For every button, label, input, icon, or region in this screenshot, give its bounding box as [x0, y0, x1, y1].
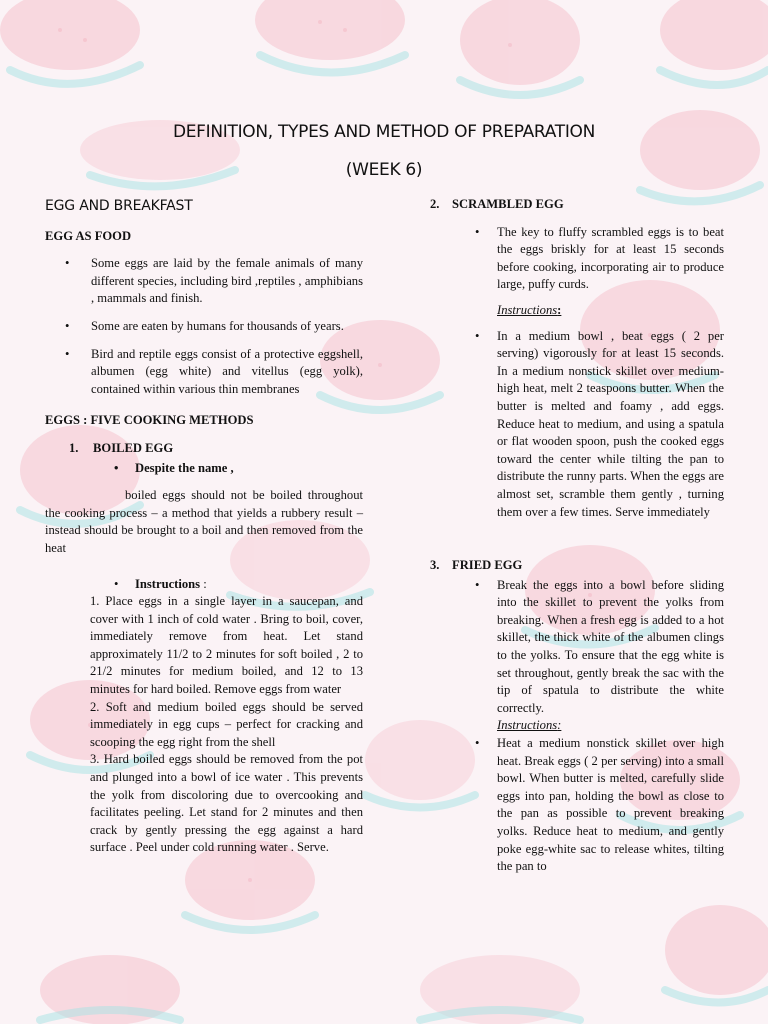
bullet-icon: • — [65, 256, 70, 271]
bullet-icon: • — [114, 576, 119, 591]
bullet-icon: • — [65, 346, 70, 361]
boiled-egg-number: 1. — [69, 440, 79, 455]
list-item: • Heat a medium nonstick skillet over high heat. Break eggs ( 2 per serving) into a small bowl. When butter is melted, carefully slide eggs into pan, holding the bowl as close to the pan as possible to prevent breaking yolks. Reduce heat to medium, and gently poke egg-white sac to release whites, tilting the pan to — [475, 736, 724, 874]
scrambled-egg-number: 2. — [430, 197, 440, 211]
fried-instructions-label: Instructions: — [497, 718, 562, 733]
step-2: 2. Soft and medium boiled eggs should be served immediately in egg cups – perfect for cracking and scooping the egg right from the shell — [90, 699, 363, 749]
scrambled-instructions-label: Instructions: — [497, 302, 562, 317]
boiled-egg-steps — [45, 593, 363, 857]
scrambled-instruction-bullets — [428, 328, 724, 522]
left-column — [45, 196, 363, 857]
boiled-egg-description: boiled eggs should not be boiled throughout the cooking process – a method that yields a rubbery result – instead should be brought to a boil and then removed from the heat — [45, 488, 363, 555]
section-heading: EGG AND BREAKFAST — [45, 198, 193, 214]
bullet-icon: • — [114, 460, 119, 475]
bullet-icon: • — [475, 736, 480, 751]
scrambled-egg-bullets — [428, 224, 724, 294]
egg-food-bullets — [45, 255, 363, 398]
page-title: DEFINITION, TYPES AND METHOD OF PREPARATION — [172, 122, 596, 142]
right-column — [428, 196, 724, 884]
list-item: • Some eggs are laid by the female animals of many different species, including bird ,reptiles , amphibians , mammals and finish. — [65, 256, 363, 306]
boiled-instructions-label: • Instructions : — [45, 576, 363, 594]
step-3: 3. Hard boiled eggs should be removed from the pot and plunged into a bowl of ice water . This prevents the yolk from discoloring due to overcooking and facilitates peeling. Let stand for 2 minutes and then crack by gently pressing the egg against a hard surface . Peel under cold running water . Serve. — [90, 752, 363, 855]
list-item: • The key to fluffy scrambled eggs is to beat the eggs briskly for at least 15 seconds before cooking, incorporating air to produce large, puffy curds. — [475, 224, 724, 292]
bullet-icon: • — [475, 328, 480, 343]
fried-egg-bullets — [428, 577, 724, 718]
egg-as-food-heading: EGG AS FOOD — [45, 228, 132, 243]
bullet-icon: • — [475, 224, 480, 239]
fried-egg-number: 3. — [430, 558, 440, 573]
step-1: 1. Place eggs in a single layer in a saucepan, and cover with 1 inch of cold water . Bring to boil, cover, immediately remove from heat. Let stand approximately 11/2 to 2 minutes for soft boiled , 2 to 21/2 minutes for medium boiled, and 12 to 13 minutes for hard boiled. Remove eggs from water — [90, 594, 363, 697]
fried-egg-heading: 3. FRIED EGG — [428, 557, 724, 575]
fried-instruction-bullets — [428, 735, 724, 876]
despite-the-name: • Despite the name , — [45, 460, 363, 478]
list-item: • In a medium bowl , beat eggs ( 2 per serving) vigorously for at least 15 seconds. In a medium nonstick skillet over medium-high heat, melt 2 teaspoons butter. When the butter is melted and foamy , add eggs. Reduce heat to medium, and using a spatula or flat wooden spoon, push the cooked eggs toward the center while tilting the pan to distribute the runny parts. When the eggs are almost set, scramble them gently , turning them over a few times. Serve immediately — [475, 328, 724, 519]
cooking-methods-heading: EGGS : FIVE COOKING METHODS — [45, 413, 254, 428]
bullet-icon: • — [65, 318, 70, 333]
page-subtitle-week: (WEEK 6) — [345, 160, 423, 180]
scrambled-egg-heading: 2. SCRAMBLED EGG — [428, 196, 724, 214]
list-item: • Break the eggs into a bowl before sliding into the skillet to prevent the yolks from breaking. When a fresh egg is added to a hot skillet, the thick white of the albumen clings to the yolks. To ensure that the egg white is set throughout, gently break the sac with the tip of spatula to distribute the white correctly. — [475, 577, 724, 715]
bullet-icon: • — [475, 577, 480, 592]
list-item: • Bird and reptile eggs consist of a protective eggshell, albumen (egg white) and vitellus (egg yolk), contained within various thin membranes — [65, 346, 363, 396]
list-item: • Some are eaten by humans for thousands of years. — [45, 318, 363, 336]
boiled-egg-heading: 1. BOILED EGG — [69, 440, 363, 458]
